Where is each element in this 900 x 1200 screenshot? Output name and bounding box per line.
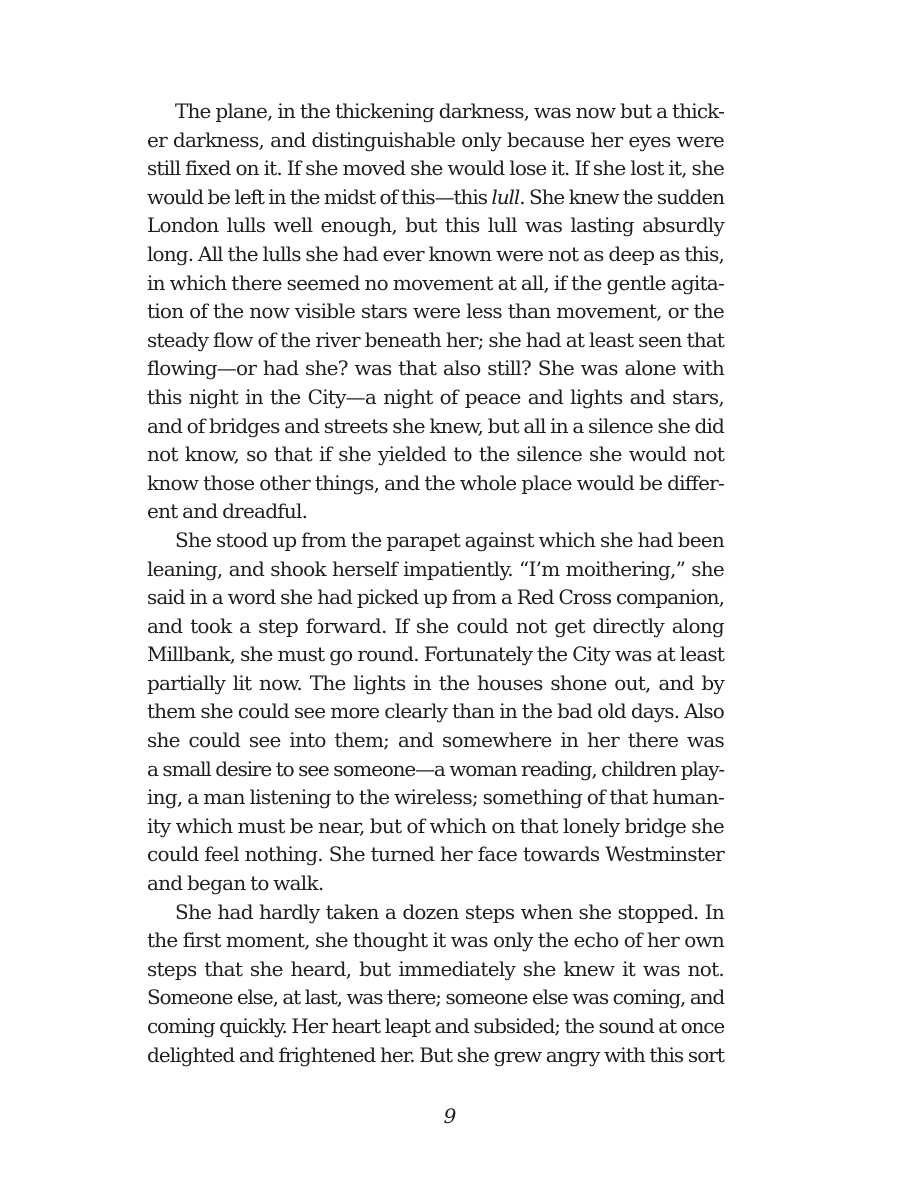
text-line: flowing—or had she? was that also still? She was alone with [147, 356, 724, 381]
text-line: er darkness, and distinguishable only because her eyes were [147, 127, 724, 152]
text-line: them she could see more clearly than in the bad old days. Also [147, 699, 724, 724]
text-line: partially lit now. The lights in the houses shone out, and by [147, 670, 724, 695]
text-line: leaning, and shook herself impatiently. “I’m moithering,” she [147, 556, 724, 581]
text-line: in which there seemed no movement at all, if the gentle agita- [147, 270, 724, 295]
text-line: coming quickly. Her heart leapt and subsided; the sound at once [147, 1014, 724, 1038]
text-line: said in a word she had picked up from a Red Cross companion, [147, 585, 724, 610]
text-line: and of bridges and streets she knew, but all in a silence she did [147, 413, 724, 438]
text-line: the first moment, she thought it was only the echo of her own [147, 928, 724, 953]
text-line: and began to walk. [147, 871, 324, 896]
text-line: she could see into them; and somewhere in her there was [147, 728, 724, 753]
italic-word: lull [491, 184, 520, 209]
text-line: Someone else, at last, was there; someone else was coming, and [147, 985, 724, 1010]
text-line: ent and dreadful. [147, 499, 308, 524]
text-line: not know, so that if she yielded to the silence she would not [147, 442, 724, 467]
text-line: and took a step forward. If she could not get directly along [147, 613, 724, 638]
text-line: know those other things, and the whole place would be differ- [147, 470, 724, 495]
text-line: She had hardly taken a dozen steps when she stopped. In [175, 899, 724, 924]
text-line: She stood up from the parapet against which she had been [175, 527, 724, 552]
text-line: tion of the now visible stars were less than movement, or the [147, 299, 724, 324]
text-line [147, 183, 724, 212]
text-segment: . She knew the sudden [519, 184, 724, 209]
text-line: The plane, in the thickening darkness, was now but a thick- [175, 99, 724, 123]
text-line: ing, a man listening to the wireless; something of that human- [147, 785, 724, 810]
text-segment: would be left in the midst of this—this [147, 184, 492, 209]
text-line: ity which must be near, but of which on that lonely bridge she [147, 813, 724, 838]
text-line: this night in the City—a night of peace and lights and stars, [147, 384, 724, 409]
text-line: could feel nothing. She turned her face towards Westminster [147, 842, 724, 867]
text-line: long. All the lulls she had ever known were not as deep as this, [147, 241, 724, 266]
text-line: Millbank, she must go round. Fortunately the City was at least [147, 642, 724, 667]
text-line: steady flow of the river beneath her; she had at least seen that [147, 327, 724, 352]
text-line: still fixed on it. If she moved she would lose it. If she lost it, she [147, 156, 724, 181]
text-line: a small desire to see someone—a woman reading, children play- [147, 756, 724, 781]
page-number: 9 [443, 1104, 457, 1128]
text-line: London lulls well enough, but this lull was lasting absurdly [147, 213, 724, 238]
body-text [147, 97, 724, 1069]
text-line: delighted and frightened her. But she grew angry with this sort [147, 1042, 724, 1067]
text-line: steps that she heard, but immediately she knew it was not. [147, 956, 724, 981]
